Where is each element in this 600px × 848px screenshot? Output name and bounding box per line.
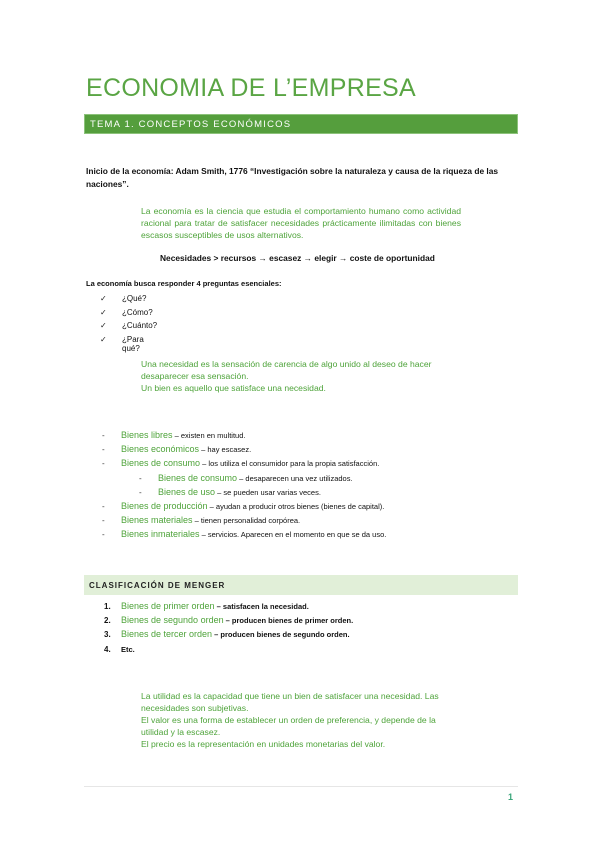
list-item: - Bienes de uso – se pueden usar varias veces. [139, 486, 321, 497]
list-item: 1. Bienes de primer orden – satisfacen la necesidad. [104, 601, 309, 611]
heading-2-band [84, 575, 518, 595]
utility-definition: La utilidad es la capacidad que tiene un bien de satisfacer una necesidad. Las necesidades son subjetivas. El valor es una forma de establecer un orden de preferencia, y depende de la utilidad y la escasez. El precio es la representación en unidades monetarias del valor. [141, 691, 439, 749]
footer-divider [84, 786, 518, 787]
need-definition: Una necesidad es la sensación de carencia de algo unido al deseo de hacer desaparecer esa sensación. Un bien es aquello que satisface una necesidad. [141, 359, 432, 393]
document-page: ECONOMIA DE L’EMPRESA TEMA 1. CONCEPTOS ECONÓMICOS Inicio de la economía: Adam Smith, 1776 “Investigación sobre la naturaleza y causa de la riqueza de las naciones”. La economía es la ciencia que estudia el comportamiento humano como actividad racional para tratar de satisfacer necesidades prácticamente ilimitadas con bienes escasos susceptibles de usos alternativos. Necesidades > recursos → escasez → elegir → coste de oportunidad La economía busca responder 4 preguntas esenciales: ✓ ¿Qué? ✓ ¿Cómo? ✓ ¿Cuánto? ✓ ¿Para qué? Una necesidad es la sensación de carencia de algo unido al deseo de hacer desaparecer esa sensación. Un bien es aquello que satisface una necesidad. - Bienes libres – existen en multitud. - Bienes económicos – hay escasez. - Bienes de consumo – los utiliza el consumidor para la propia satisfacción. - Bienes de consumo – desaparecen una vez utilizados. - Bienes de uso – se pueden usar varias veces. - Bienes de producción – ayudan a producir otros bienes (bienes de capital). - Bienes materiales – tienen personalidad corpórea. - Bienes inmateriales – servicios. Aparecen en el momento en que se da uso. CLASIFICACIÓN DE MENGER 1. Bienes de primer orden – satisfacen la necesidad. 2. Bienes de segundo orden – producen bienes de primer orden. 3. Bienes de tercer orden – producen bienes de segundo orden. 4. Etc. La utilidad es la capacidad que tiene un bien de satisfacer una necesidad. Las necesidades son subjetivas. El valor es una forma de establecer un orden de preferencia, y depende de la utilidad y la escasez. El precio es la representación en unidades monetarias del valor. 1 [0, 0, 600, 848]
list-item: 4. Etc. [104, 644, 135, 654]
dash-bullet-icon: - [102, 530, 105, 540]
dash-bullet-icon: - [139, 487, 142, 497]
heading-2: CLASIFICACIÓN DE MENGER [89, 581, 226, 590]
dash-bullet-icon: - [102, 501, 105, 511]
list-item: - Bienes libres – existen en multitud. [102, 430, 246, 440]
dash-bullet-icon: - [102, 445, 105, 455]
list-item: - Bienes inmateriales – servicios. Aparecen en el momento en que se da uso. [102, 529, 387, 540]
page-number: 1 [508, 792, 514, 802]
dash-bullet-icon: - [102, 516, 105, 526]
checkmark-icon: ✓ [100, 334, 107, 344]
heading-1: TEMA 1. CONCEPTOS ECONÓMICOS [90, 119, 292, 130]
document-title: ECONOMIA DE L’EMPRESA [86, 74, 416, 102]
dash-bullet-icon: - [139, 473, 142, 483]
list-item: - Bienes materiales – tienen personalidad corpórea. [102, 515, 301, 526]
economic-flow: Necesidades > recursos → escasez → elegir → coste de oportunidad [160, 253, 435, 263]
list-item: - Bienes de producción – ayudan a producir otros bienes (bienes de capital). [102, 500, 385, 511]
intro-label: Inicio de la economía: [86, 166, 174, 176]
list-item: - Bienes de consumo – los utiliza el consumidor para la propia satisfacción. [102, 458, 380, 469]
list-item: 2. Bienes de segundo orden – producen bienes de primer orden. [104, 615, 354, 626]
checkmark-icon: ✓ [100, 321, 107, 330]
dash-bullet-icon: - [102, 431, 105, 440]
goods-list [102, 430, 522, 544]
heading-1-band [84, 114, 518, 134]
checkmark-icon: ✓ [100, 307, 107, 317]
questions-intro: La economía busca responder 4 preguntas esenciales: [86, 279, 282, 288]
economy-definition: La economía es la ciencia que estudia el comportamiento humano como actividad racional para tratar de satisfacer necesidades prácticamente ilimitadas con bienes escasos susceptibles de usos alternativos. [141, 206, 461, 240]
menger-list [104, 601, 524, 658]
list-item: - Bienes de consumo – desaparecen una vez utilizados. [139, 472, 353, 483]
intro-text: Adam Smith, 1776 “Investigación sobre la naturaleza y causa de la riqueza de las naciones”. [86, 166, 499, 189]
list-item: - Bienes económicos – hay escasez. [102, 444, 252, 455]
dash-bullet-icon: - [102, 459, 105, 469]
checkmark-icon: ✓ [100, 294, 107, 303]
intro-paragraph [86, 165, 516, 191]
list-item: 3. Bienes de tercer orden – producen bienes de segundo orden. [104, 629, 350, 640]
